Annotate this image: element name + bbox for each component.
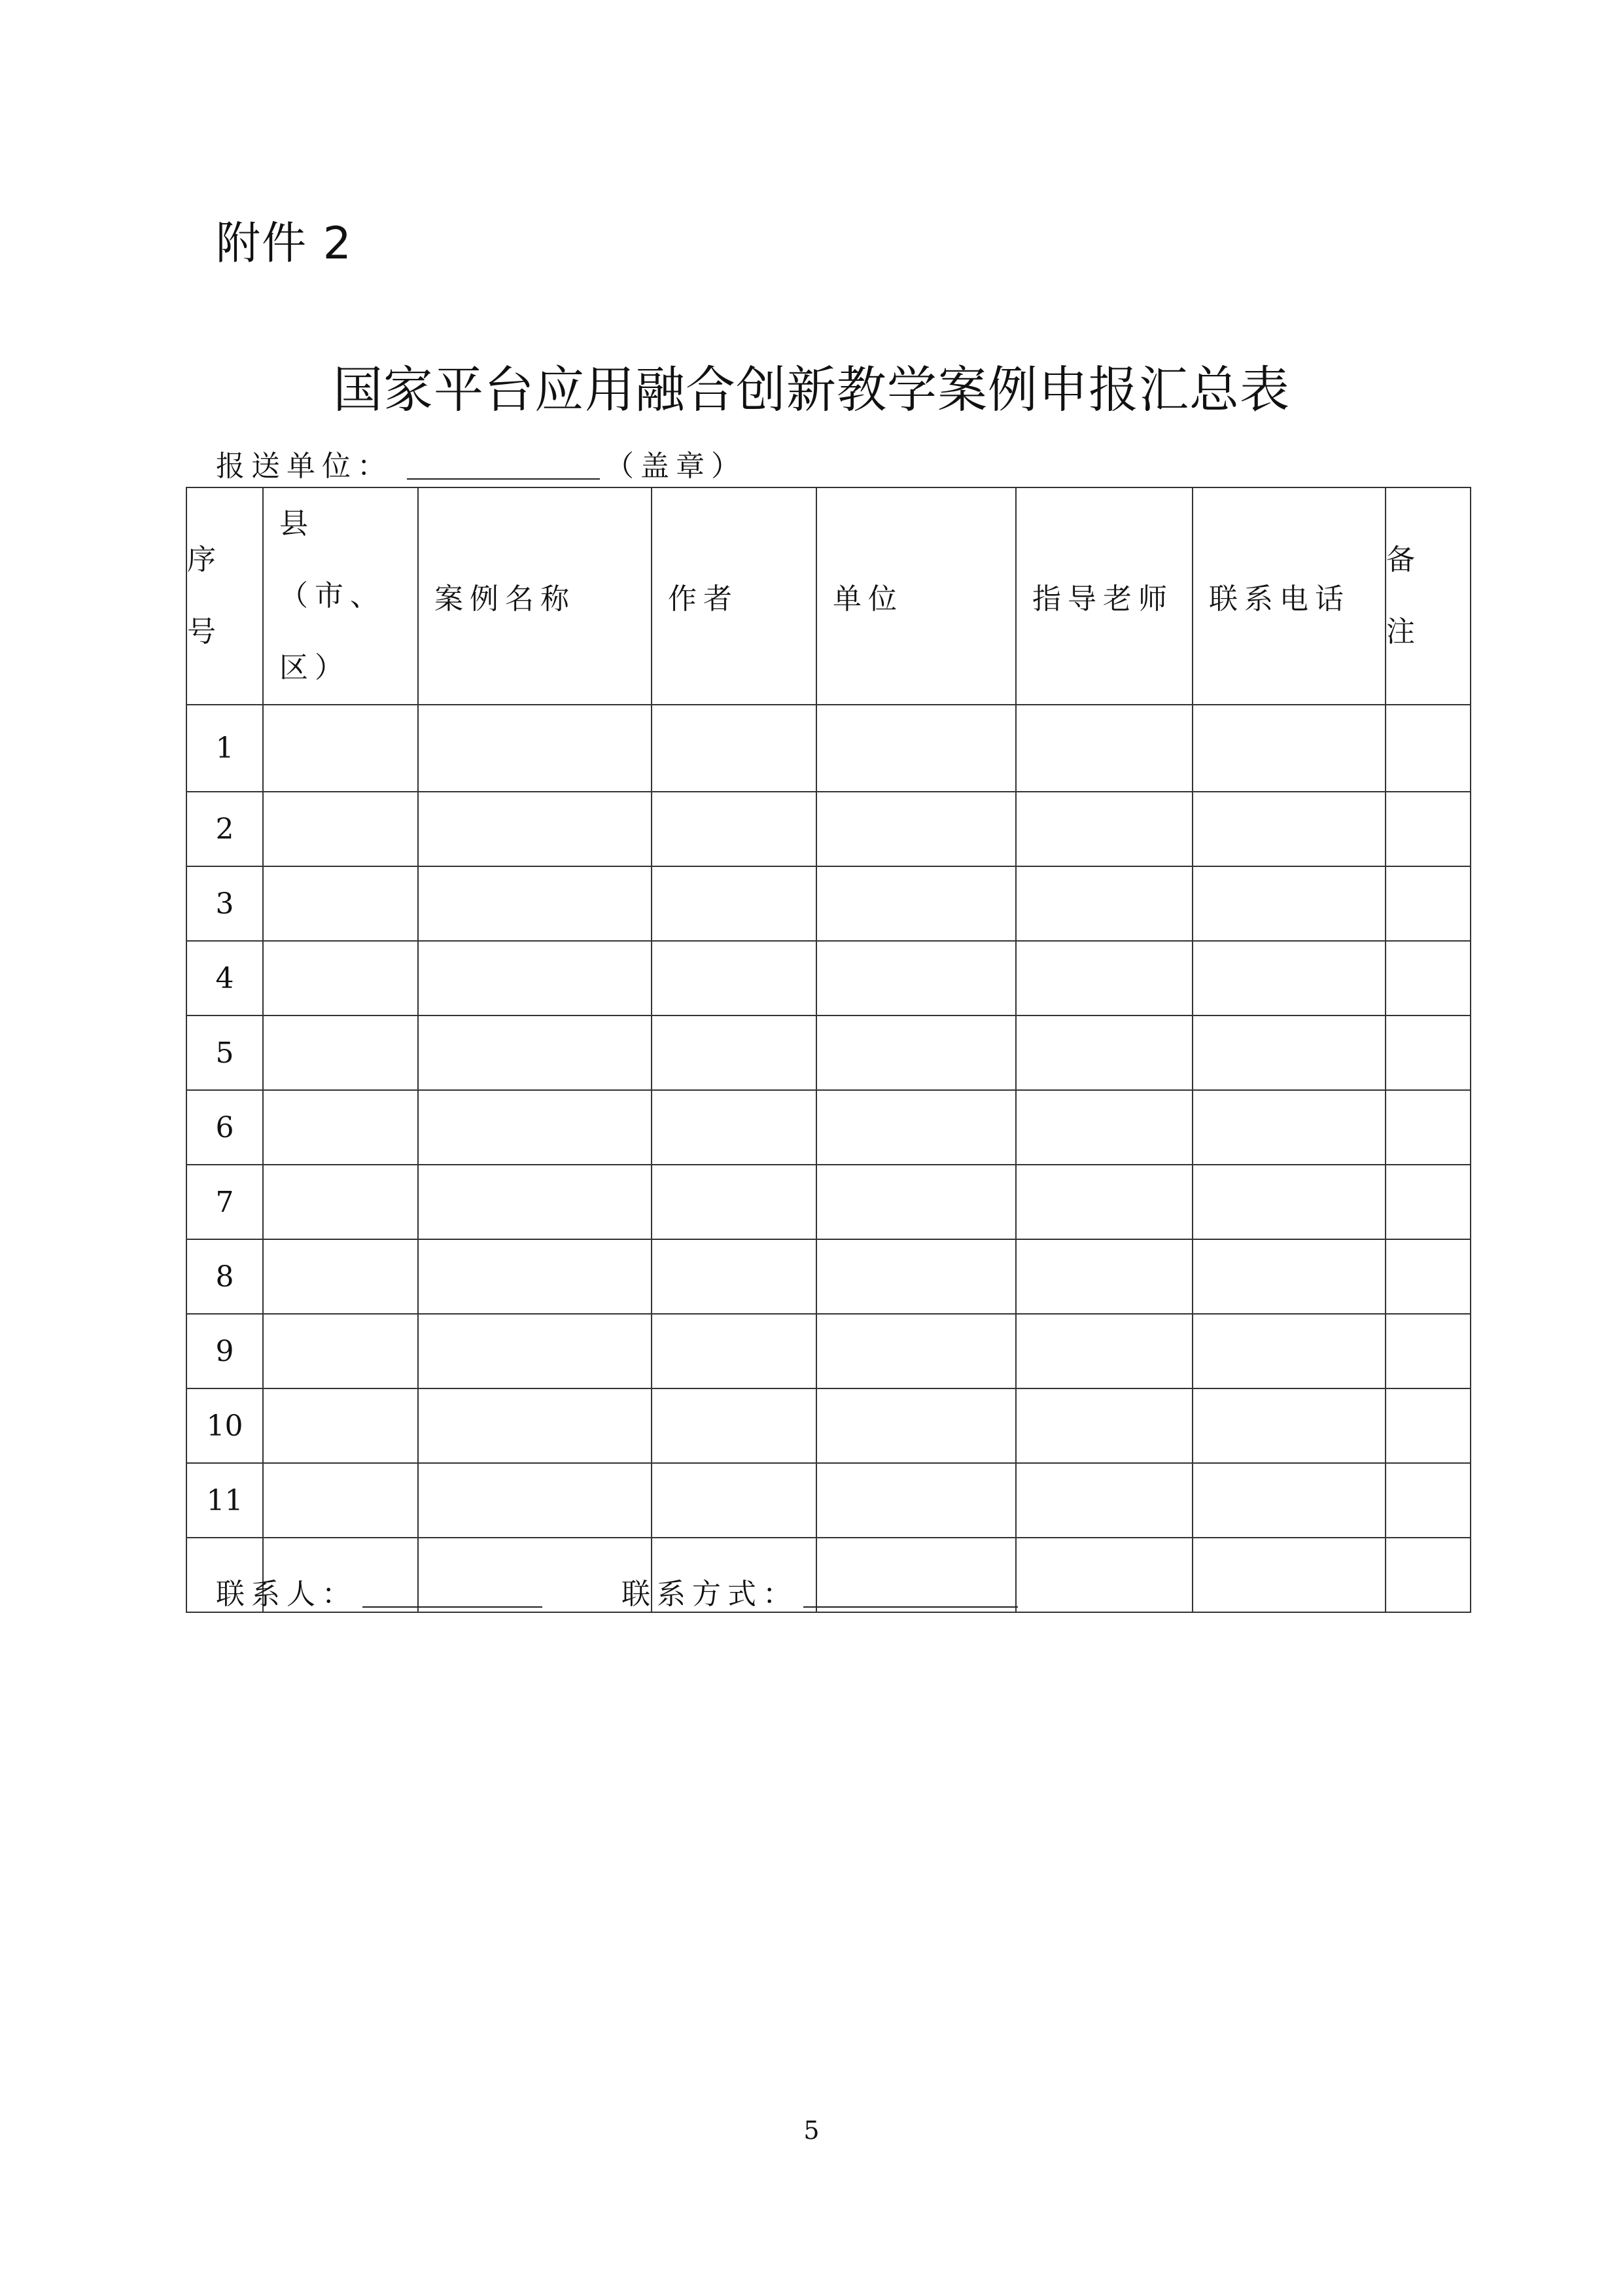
cell-phone [1193,1538,1386,1612]
cell-case-name [418,941,652,1016]
cell-note [1386,941,1471,1016]
cell-seq: 1 [186,705,263,792]
cell-case-name [418,1165,652,1239]
cell-seq: 6 [186,1090,263,1165]
cell-case-name [418,1388,652,1463]
contact-method-line [621,1570,1018,1612]
contact-method-blank [803,1578,1018,1608]
contact-person-blank [362,1578,542,1608]
cell-phone [1193,1090,1386,1165]
submitting-unit-line [216,442,746,484]
submitting-unit-label: 报送单位： [216,450,393,483]
cell-author [652,1388,816,1463]
summary-table [186,487,1471,1613]
cell-advisor [1016,1463,1193,1538]
header-advisor-text: 指导老师 [1032,582,1174,616]
header-phone [1193,487,1386,705]
header-county-line1: 县（市、 [279,507,385,612]
cell-author [652,792,816,866]
cell-case-name [418,792,652,866]
cell-note [1386,866,1471,941]
cell-county [263,941,418,1016]
cell-county [263,1314,418,1388]
seal-note: （盖章） [605,450,746,483]
cell-advisor [1016,1388,1193,1463]
header-seq [186,487,263,705]
cell-county [263,1239,418,1314]
cell-author [652,941,816,1016]
cell-phone [1193,1314,1386,1388]
cell-unit [816,1314,1016,1388]
cell-seq: 7 [186,1165,263,1239]
cell-case-name [418,1314,652,1388]
table-row [186,1314,1471,1388]
header-advisor [1016,487,1193,705]
cell-phone [1193,1388,1386,1463]
header-unit-text: 单位 [833,582,903,616]
cell-advisor [1016,1538,1193,1612]
cell-note [1386,1239,1471,1314]
cell-county [263,792,418,866]
header-author-text: 作者 [668,582,739,616]
header-row [186,487,1471,705]
header-note-line1: 备 [1386,543,1422,576]
cell-note [1386,705,1471,792]
cell-county [263,1090,418,1165]
cell-unit [816,1388,1016,1463]
cell-county [263,1165,418,1239]
cell-seq: 3 [186,866,263,941]
cell-phone [1193,1463,1386,1538]
cell-author [652,1239,816,1314]
submitting-unit-blank [407,450,600,480]
cell-case-name [418,705,652,792]
header-author [652,487,816,705]
cell-seq: 4 [186,941,263,1016]
cell-advisor [1016,1314,1193,1388]
cell-note [1386,1016,1471,1090]
header-note-line2: 注 [1386,615,1422,648]
cell-author [652,1090,816,1165]
cell-advisor [1016,1165,1193,1239]
header-unit [816,487,1016,705]
cell-note [1386,1165,1471,1239]
cell-note [1386,1463,1471,1538]
page-title: 国家平台应用融合创新教学案例申报汇总表 [333,361,1290,419]
cell-seq: 10 [186,1388,263,1463]
header-case-name-text: 案例名称 [434,582,576,616]
table-row [186,1165,1471,1239]
cell-advisor [1016,705,1193,792]
cell-author [652,1165,816,1239]
cell-county [263,1016,418,1090]
cell-author [652,705,816,792]
cell-note [1386,1388,1471,1463]
cell-case-name [418,1016,652,1090]
table-row [186,1090,1471,1165]
contact-method-label: 联系方式： [621,1578,798,1611]
cell-county [263,1463,418,1538]
cell-advisor [1016,1239,1193,1314]
table-row [186,941,1471,1016]
table-row [186,866,1471,941]
table-body [186,705,1471,1612]
cell-note [1386,1314,1471,1388]
cell-author [652,1016,816,1090]
page-number: 5 [803,2116,820,2145]
cell-unit [816,1239,1016,1314]
table-row [186,1463,1471,1538]
cell-note [1386,1538,1471,1612]
cell-case-name [418,1463,652,1538]
cell-case-name [418,1090,652,1165]
table-row [186,1016,1471,1090]
header-county-line2: 区） [279,651,350,684]
cell-unit [816,792,1016,866]
cell-unit [816,1463,1016,1538]
cell-advisor [1016,1090,1193,1165]
header-county [263,487,418,705]
cell-unit [816,705,1016,792]
cell-county [263,866,418,941]
cell-advisor [1016,941,1193,1016]
cell-case-name [418,1239,652,1314]
header-phone-text: 联系电话 [1209,582,1350,616]
header-seq-line1: 序 [187,543,222,576]
cell-advisor [1016,866,1193,941]
cell-unit [816,866,1016,941]
cell-seq: 8 [186,1239,263,1314]
cell-phone [1193,705,1386,792]
cell-phone [1193,792,1386,866]
cell-author [652,1314,816,1388]
table-row [186,705,1471,792]
cell-county [263,705,418,792]
cell-unit [816,1090,1016,1165]
cell-advisor [1016,1016,1193,1090]
cell-seq: 11 [186,1463,263,1538]
cell-seq: 5 [186,1016,263,1090]
header-seq-line2: 号 [187,615,222,648]
cell-seq: 2 [186,792,263,866]
table-row [186,1239,1471,1314]
table-row [186,1388,1471,1463]
cell-phone [1193,1239,1386,1314]
header-case-name [418,487,652,705]
cell-county [263,1388,418,1463]
table-row [186,792,1471,866]
cell-phone [1193,866,1386,941]
cell-phone [1193,941,1386,1016]
cell-case-name [418,866,652,941]
contact-person-label: 联系人： [216,1578,357,1611]
cell-unit [816,1016,1016,1090]
cell-author [652,1463,816,1538]
attachment-label: 附件 2 [216,218,353,270]
cell-phone [1193,1016,1386,1090]
cell-note [1386,792,1471,866]
contact-person-line [216,1570,542,1612]
header-note [1386,487,1471,705]
cell-note [1386,1090,1471,1165]
cell-advisor [1016,792,1193,866]
cell-seq: 9 [186,1314,263,1388]
cell-author [652,866,816,941]
cell-unit [816,941,1016,1016]
cell-unit [816,1165,1016,1239]
cell-phone [1193,1165,1386,1239]
